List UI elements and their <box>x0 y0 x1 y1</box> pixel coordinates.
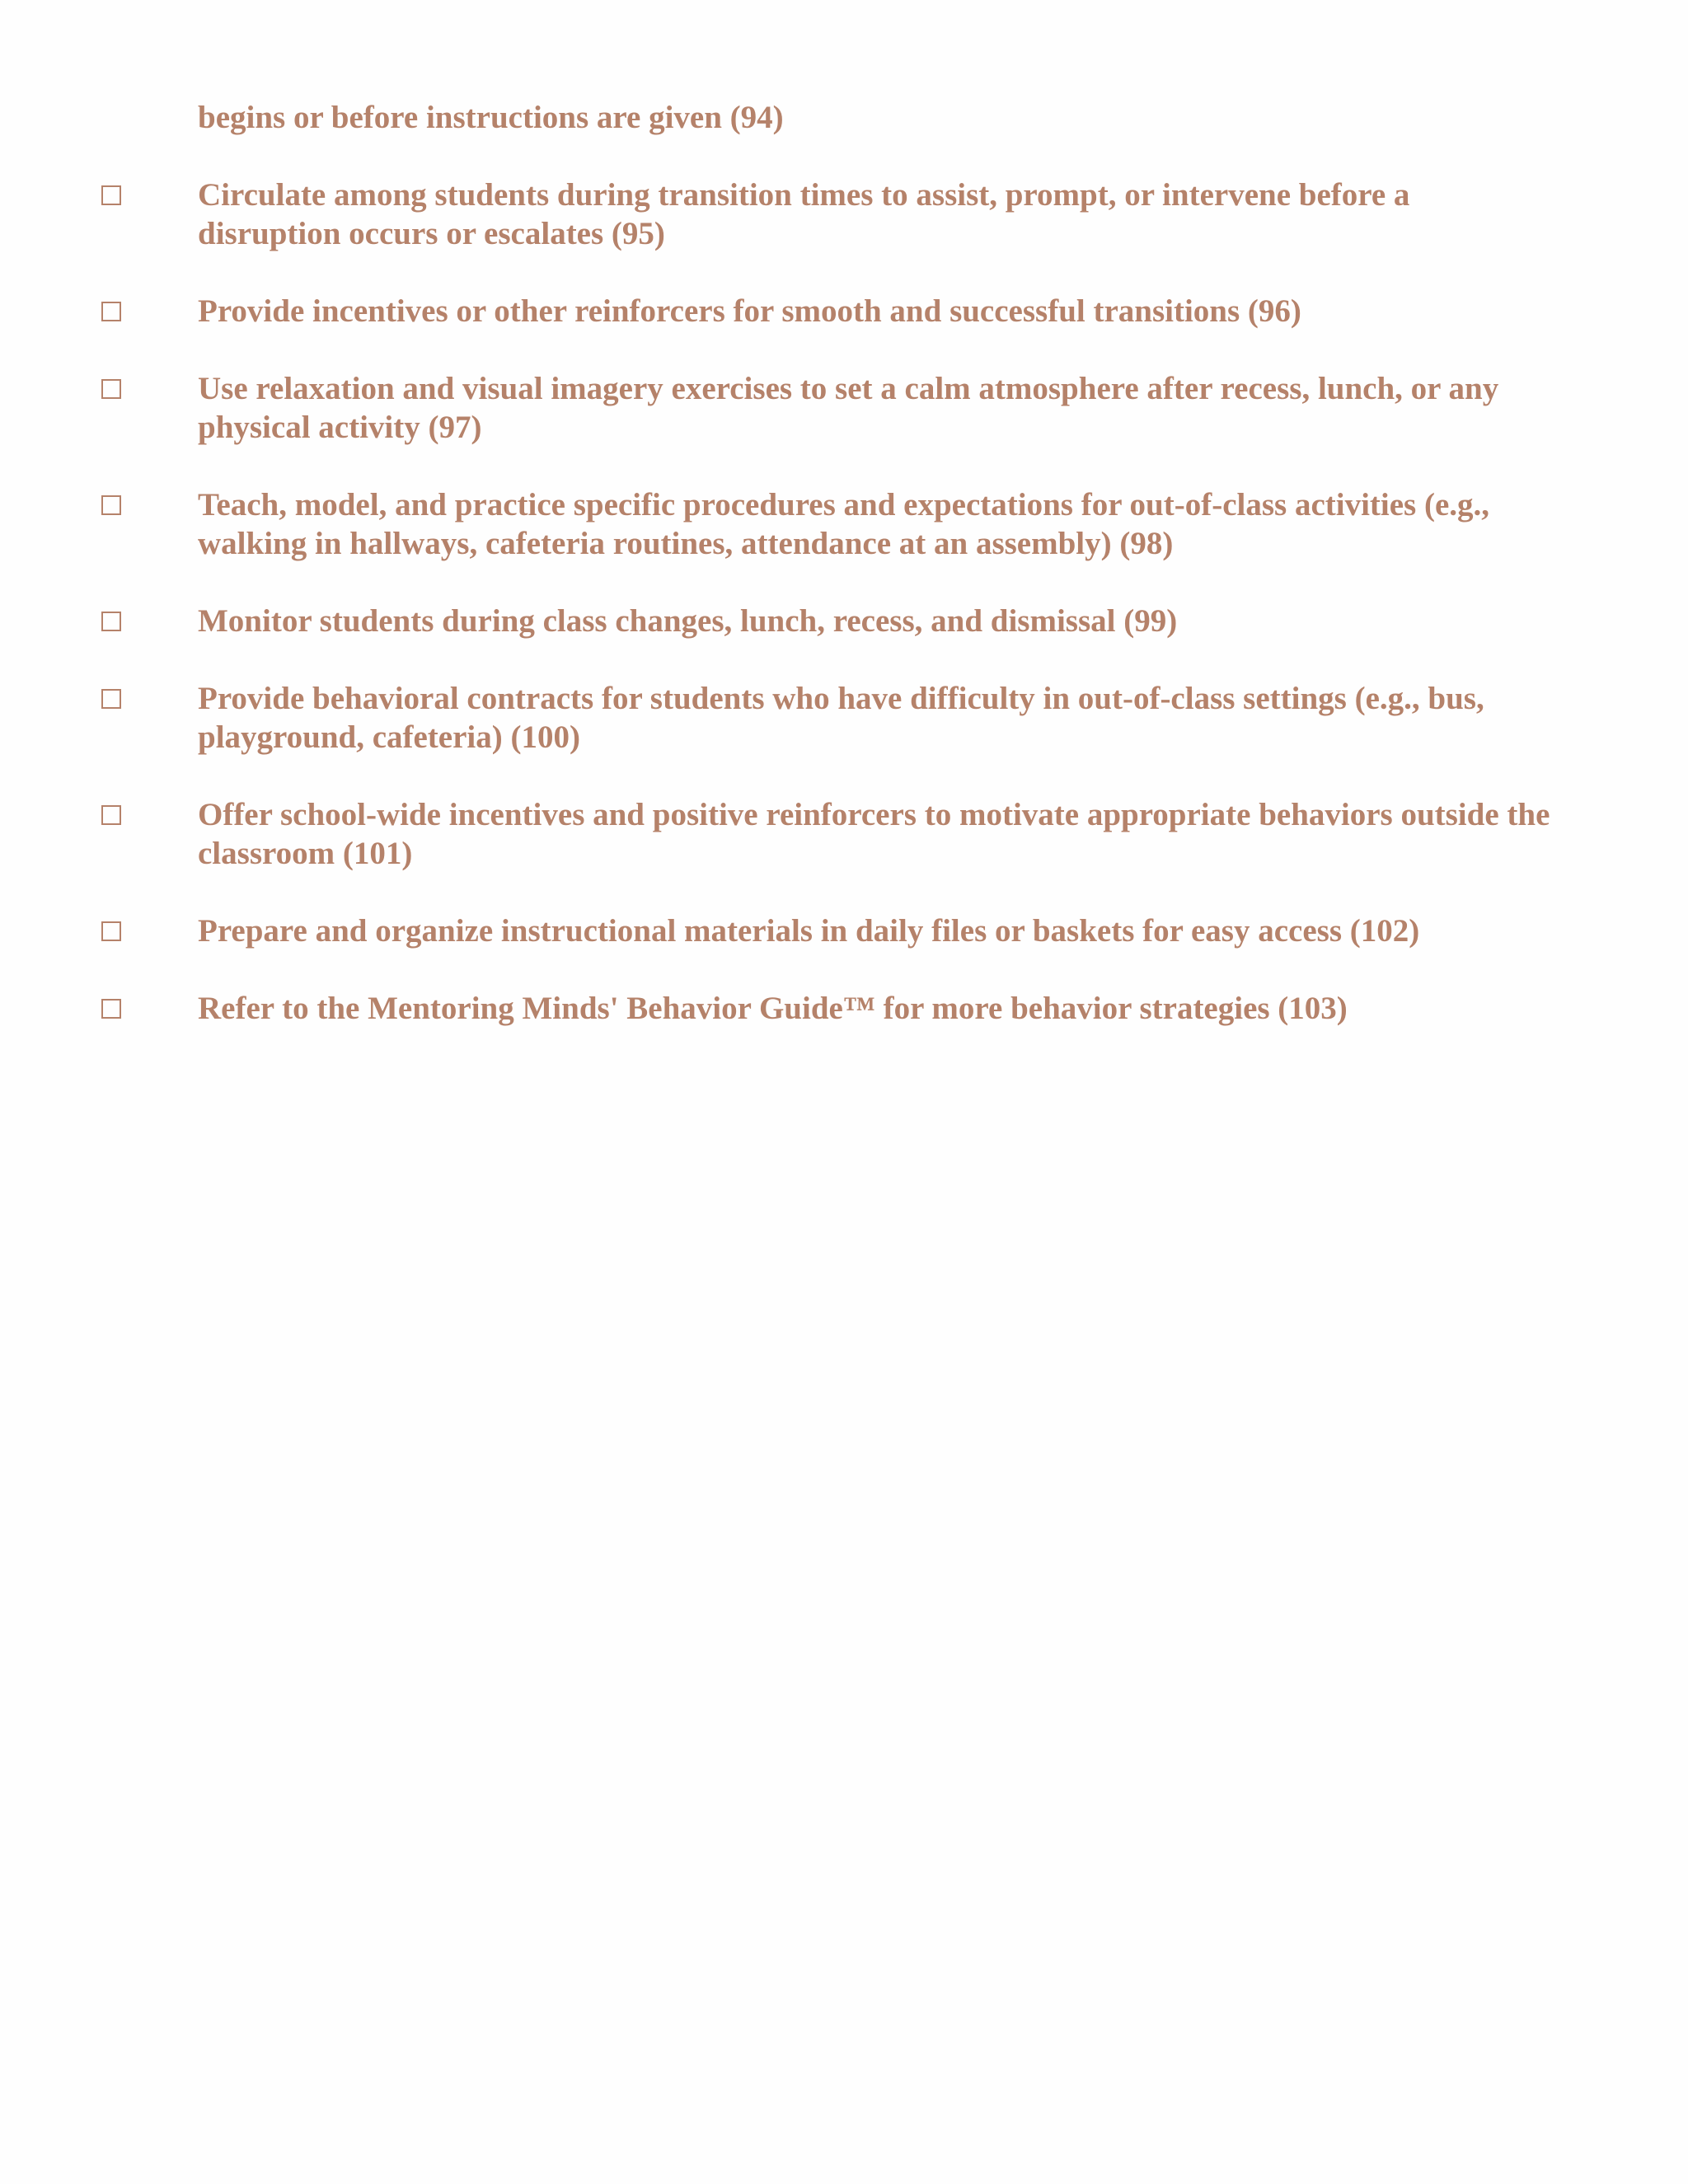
checklist-item-text: Monitor students during class changes, lunch, recess, and dismissal (99) <box>198 603 1178 639</box>
checkbox-icon[interactable] <box>101 302 121 321</box>
checklist-item <box>0 912 1688 950</box>
checklist-item-text: Provide incentives or other reinforcers for smooth and successful transitions (96) <box>198 293 1301 329</box>
checklist-item-text: Provide behavioral contracts for students who have difficulty in out-of-class settings (e.g., bus, playground, cafeteria) (100) <box>198 681 1484 755</box>
checkbox-icon[interactable] <box>101 921 121 941</box>
checklist-item-text: Teach, model, and practice specific procedures and expectations for out-of-class activities (e.g., walking in hallways, cafeteria routines, attendance at an assembly) (98) <box>198 487 1490 561</box>
checkbox-icon[interactable] <box>101 999 121 1019</box>
checkbox-icon[interactable] <box>101 612 121 631</box>
checklist-item-text: Prepare and organize instructional materials in daily files or baskets for easy access (102) <box>198 913 1420 949</box>
checkbox-icon[interactable] <box>101 689 121 709</box>
checklist-item <box>0 369 1688 447</box>
checklist-item <box>0 292 1688 330</box>
checklist-item-text: Circulate among students during transition times to assist, prompt, or intervene before a disruption occurs or escalates (95) <box>198 177 1410 251</box>
continuation-text: begins or before instructions are given (94) <box>198 100 784 135</box>
checklist-item <box>0 679 1688 757</box>
checkbox-icon[interactable] <box>101 379 121 399</box>
checklist-item-text: Use relaxation and visual imagery exercises to set a calm atmosphere after recess, lunch, or any physical activity (97) <box>198 371 1499 445</box>
checklist-item <box>0 795 1688 873</box>
checklist-item-text: Refer to the Mentoring Minds' Behavior Guide™ for more behavior strategies (103) <box>198 991 1348 1026</box>
checklist <box>0 176 1688 1066</box>
checklist-item <box>0 485 1688 563</box>
checklist-item <box>0 176 1688 253</box>
checkbox-icon[interactable] <box>101 495 121 515</box>
checklist-item <box>0 989 1688 1028</box>
checkbox-icon[interactable] <box>101 805 121 825</box>
checklist-item-text: Offer school-wide incentives and positive reinforcers to motivate appropriate behaviors outside the classroom (101) <box>198 797 1550 871</box>
checklist-item <box>0 602 1688 640</box>
checkbox-icon[interactable] <box>101 185 121 205</box>
